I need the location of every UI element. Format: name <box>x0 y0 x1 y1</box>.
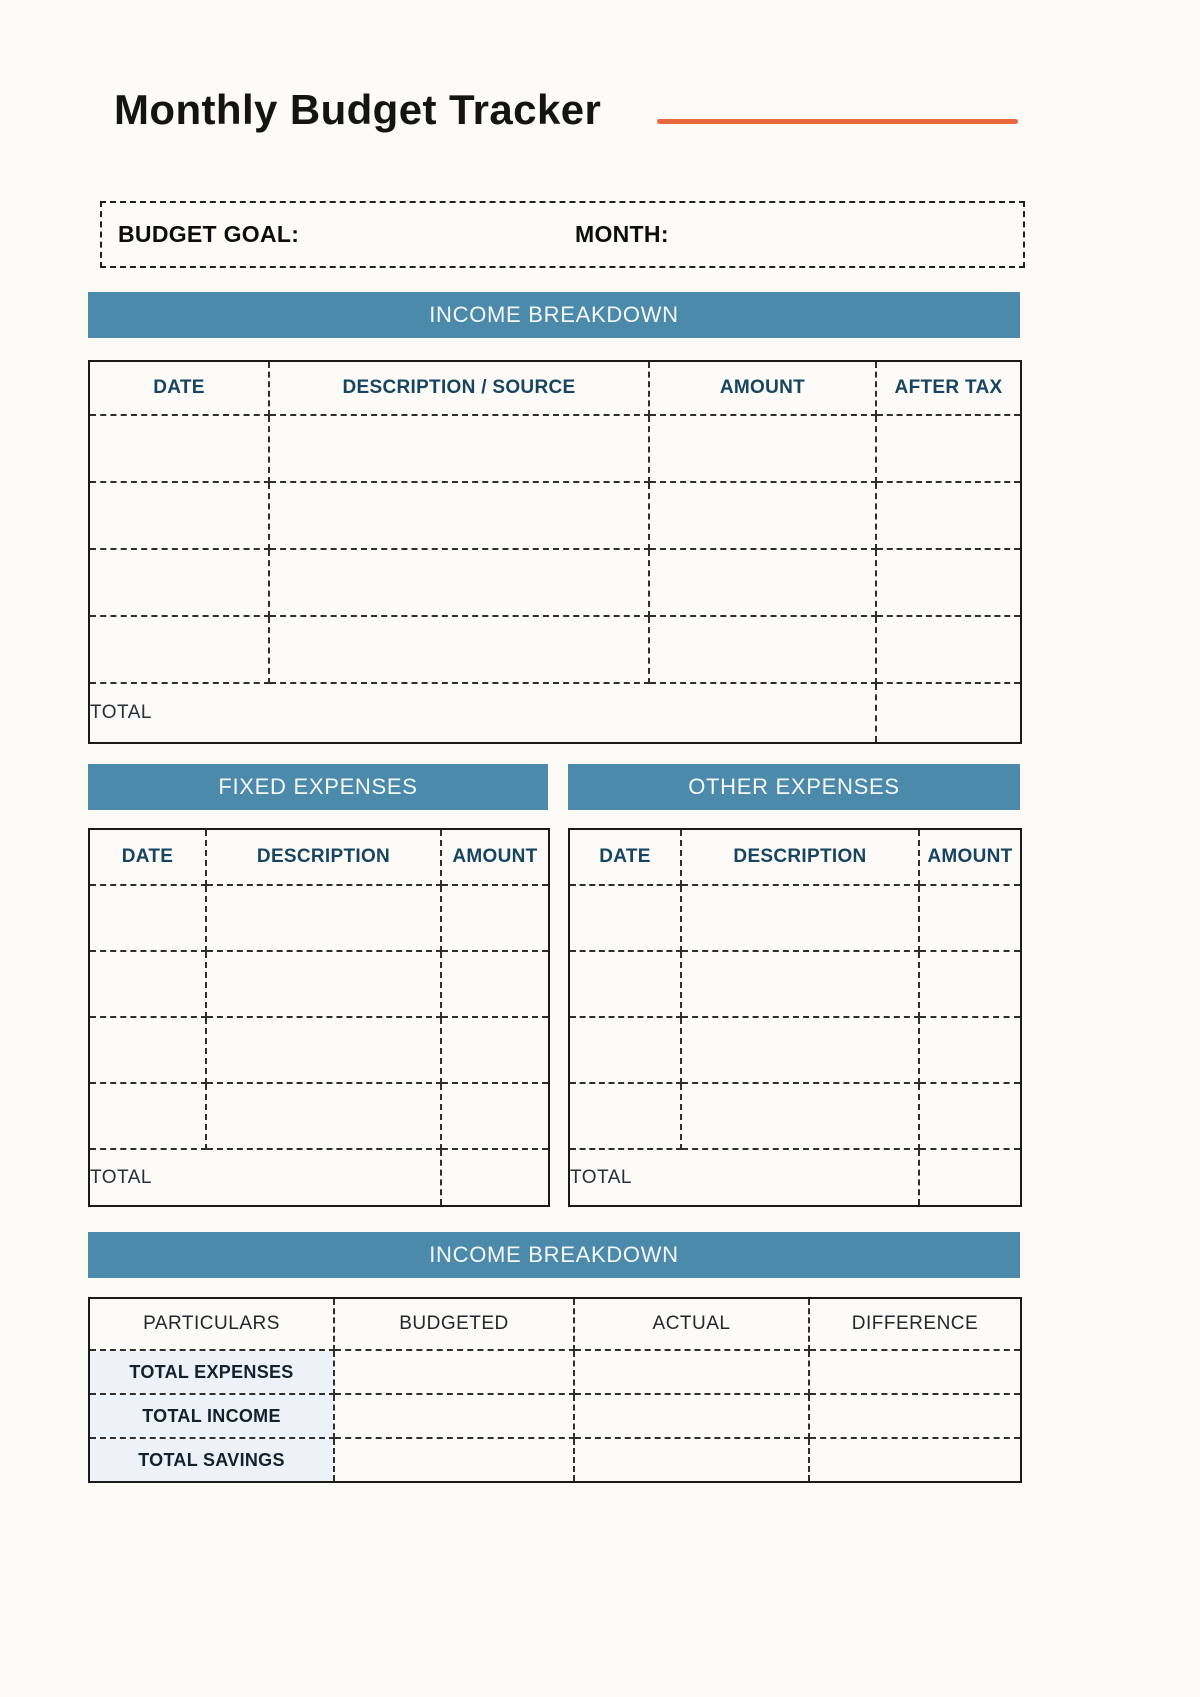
fixed-expenses-row <box>89 951 549 1017</box>
fixed-col-date: DATE <box>89 829 206 885</box>
other-col-date: DATE <box>569 829 681 885</box>
income-col-description-source: DESCRIPTION / SOURCE <box>269 361 649 415</box>
summary-row-total-savings <box>89 1438 1021 1482</box>
income-total-label: TOTAL <box>89 683 876 743</box>
empty-cell <box>569 885 681 951</box>
other-expenses-total-row <box>569 1149 1021 1206</box>
empty-cell <box>919 1017 1021 1083</box>
summary-row-total-income <box>89 1394 1021 1438</box>
fixed-expenses-row <box>89 885 549 951</box>
empty-cell <box>89 885 206 951</box>
other-expenses-table <box>568 828 1022 1207</box>
empty-cell <box>89 1017 206 1083</box>
month-label: MONTH: <box>575 221 669 247</box>
summary-header-row <box>89 1298 1021 1350</box>
empty-cell <box>681 951 919 1017</box>
other-expenses-header-row <box>569 829 1021 885</box>
total-income-label: TOTAL INCOME <box>89 1394 334 1438</box>
fixed-expenses-total-row <box>89 1149 549 1206</box>
empty-cell <box>809 1438 1021 1482</box>
other-expenses-section-header: OTHER EXPENSES <box>568 764 1020 810</box>
other-expenses-row <box>569 1083 1021 1149</box>
income-row <box>89 415 1021 482</box>
summary-col-budgeted: BUDGETED <box>334 1298 574 1350</box>
total-expenses-label: TOTAL EXPENSES <box>89 1350 334 1394</box>
empty-cell <box>89 951 206 1017</box>
empty-cell <box>334 1438 574 1482</box>
summary-table <box>88 1297 1022 1483</box>
income-header-row <box>89 361 1021 415</box>
income-section-header: INCOME BREAKDOWN <box>88 292 1020 338</box>
income-col-after-tax: AFTER TAX <box>876 361 1021 415</box>
empty-cell <box>441 885 549 951</box>
empty-cell <box>206 951 441 1017</box>
other-col-description: DESCRIPTION <box>681 829 919 885</box>
empty-cell <box>206 1017 441 1083</box>
fixed-expenses-row <box>89 1083 549 1149</box>
empty-cell <box>89 616 269 683</box>
summary-col-difference: DIFFERENCE <box>809 1298 1021 1350</box>
empty-cell <box>569 951 681 1017</box>
empty-cell <box>89 415 269 482</box>
page-title: Monthly Budget Tracker <box>114 86 602 133</box>
title-divider <box>657 119 1018 124</box>
income-row <box>89 549 1021 616</box>
fixed-col-amount: AMOUNT <box>441 829 549 885</box>
empty-cell <box>919 951 1021 1017</box>
empty-cell <box>206 1083 441 1149</box>
fixed-col-description: DESCRIPTION <box>206 829 441 885</box>
empty-cell <box>269 616 649 683</box>
income-total-value-cell <box>876 683 1021 743</box>
empty-cell <box>649 549 876 616</box>
fixed-expenses-section-header: FIXED EXPENSES <box>88 764 548 810</box>
empty-cell <box>334 1394 574 1438</box>
empty-cell <box>681 1017 919 1083</box>
income-row <box>89 482 1021 549</box>
income-table <box>88 360 1022 744</box>
other-expenses-row <box>569 885 1021 951</box>
empty-cell <box>269 415 649 482</box>
summary-section-header: INCOME BREAKDOWN <box>88 1232 1020 1278</box>
other-expenses-row <box>569 951 1021 1017</box>
empty-cell <box>681 885 919 951</box>
summary-col-actual: ACTUAL <box>574 1298 809 1350</box>
fixed-expenses-table <box>88 828 550 1207</box>
fixed-expenses-total-value-cell <box>441 1149 549 1206</box>
empty-cell <box>569 1083 681 1149</box>
empty-cell <box>681 1083 919 1149</box>
empty-cell <box>876 415 1021 482</box>
empty-cell <box>574 1394 809 1438</box>
empty-cell <box>574 1438 809 1482</box>
empty-cell <box>441 951 549 1017</box>
empty-cell <box>569 1017 681 1083</box>
fixed-expenses-row <box>89 1017 549 1083</box>
income-row <box>89 616 1021 683</box>
summary-row-total-expenses <box>89 1350 1021 1394</box>
income-col-amount: AMOUNT <box>649 361 876 415</box>
empty-cell <box>441 1017 549 1083</box>
fixed-expenses-total-label: TOTAL <box>89 1149 441 1206</box>
empty-cell <box>809 1350 1021 1394</box>
empty-cell <box>809 1394 1021 1438</box>
empty-cell <box>876 482 1021 549</box>
empty-cell <box>649 415 876 482</box>
other-expenses-total-value-cell <box>919 1149 1021 1206</box>
empty-cell <box>89 482 269 549</box>
empty-cell <box>441 1083 549 1149</box>
empty-cell <box>574 1350 809 1394</box>
income-total-row <box>89 683 1021 743</box>
empty-cell <box>649 616 876 683</box>
empty-cell <box>269 549 649 616</box>
fixed-expenses-header-row <box>89 829 549 885</box>
total-savings-label: TOTAL SAVINGS <box>89 1438 334 1482</box>
other-expenses-total-label: TOTAL <box>569 1149 919 1206</box>
empty-cell <box>919 885 1021 951</box>
budget-goal-label: BUDGET GOAL: <box>118 221 300 247</box>
income-col-date: DATE <box>89 361 269 415</box>
other-col-amount: AMOUNT <box>919 829 1021 885</box>
empty-cell <box>334 1350 574 1394</box>
empty-cell <box>876 616 1021 683</box>
empty-cell <box>269 482 649 549</box>
empty-cell <box>919 1083 1021 1149</box>
empty-cell <box>649 482 876 549</box>
empty-cell <box>89 549 269 616</box>
empty-cell <box>89 1083 206 1149</box>
empty-cell <box>876 549 1021 616</box>
summary-col-particulars: PARTICULARS <box>89 1298 334 1350</box>
goal-box <box>100 201 1025 268</box>
other-expenses-row <box>569 1017 1021 1083</box>
empty-cell <box>206 885 441 951</box>
